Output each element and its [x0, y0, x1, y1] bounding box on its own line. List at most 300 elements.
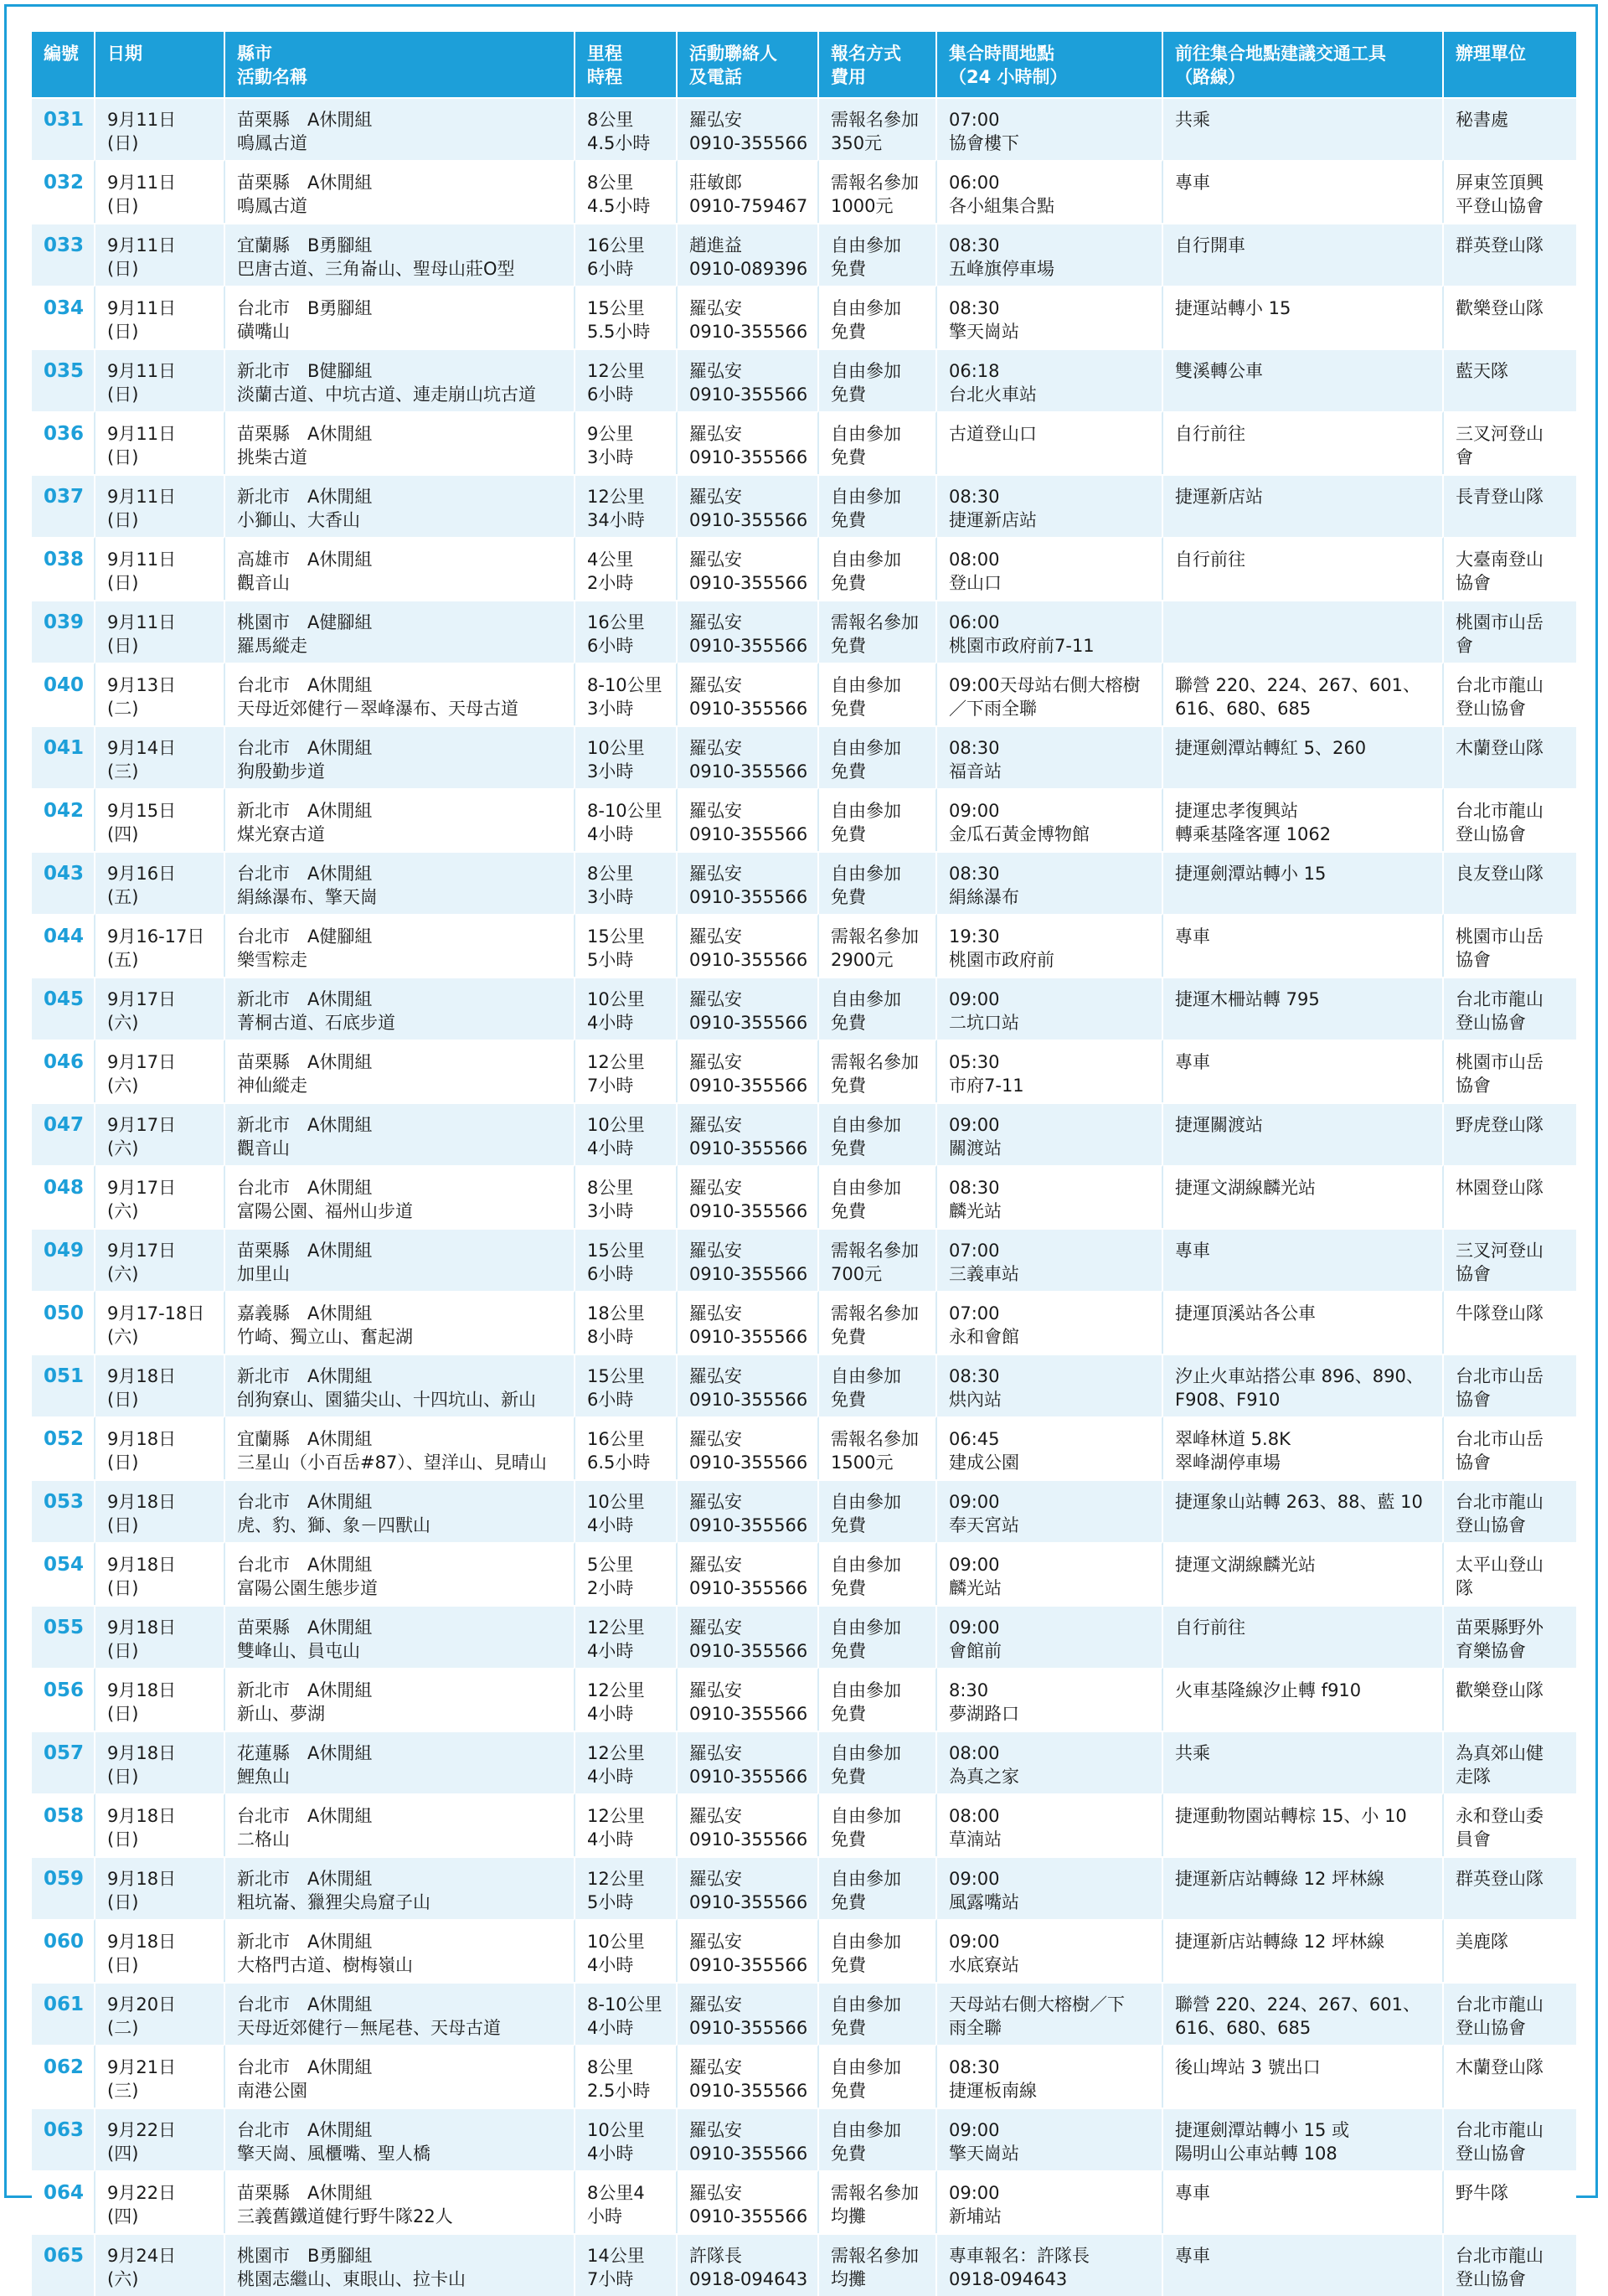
cell-line: 6小時 [587, 1390, 634, 1410]
city-activity-cell [225, 223, 575, 286]
cell-line: 09:00 [949, 989, 1000, 1009]
cell-line: 火車基隆線汐止轉 f910 [1175, 1680, 1362, 1700]
meeting-cell [937, 2170, 1163, 2233]
cell-line: 自由參加 [831, 2120, 901, 2140]
cell-line: 台北市 A休閒組 [237, 675, 373, 695]
cell-line: 自由參加 [831, 1994, 901, 2015]
cell-line: 鳴鳳古道 [237, 133, 307, 153]
table-row [32, 1291, 1576, 1354]
table-row [32, 1354, 1576, 1416]
cell-line: 09:00 [949, 801, 1000, 821]
table-row [32, 474, 1576, 537]
cell-line: 0910-355566 [689, 950, 808, 970]
cell-line: 05:30 [949, 1052, 1000, 1072]
cell-line: 12公里 [587, 1618, 645, 1638]
date-cell [95, 97, 225, 160]
cell-line: 自行前往 [1175, 549, 1245, 570]
meeting-cell [937, 1228, 1163, 1291]
cell-line: 長青登山隊 [1456, 487, 1544, 507]
table-row [32, 2045, 1576, 2108]
table-row [32, 1102, 1576, 1165]
cell-line: 免費 [831, 2081, 866, 2101]
transport-cell [1163, 725, 1444, 788]
cell-line: 苗栗縣 A休閒組 [237, 1241, 373, 1261]
cell-line: 雨全聯 [949, 2018, 1002, 2038]
cell-line: 4小時 [587, 1829, 634, 1850]
cell-line: 苗栗縣 A休閒組 [237, 1618, 373, 1638]
meeting-cell [937, 977, 1163, 1040]
cell-line: 羅弘安 [689, 926, 742, 947]
city-activity-cell [225, 1982, 575, 2045]
cell-line: 羅弘安 [689, 864, 742, 884]
city-activity-cell [225, 1479, 575, 1542]
transport-cell [1163, 286, 1444, 348]
contact-cell [678, 537, 819, 600]
meeting-cell [937, 1291, 1163, 1354]
activity-number-cell: 048 [32, 1165, 95, 1228]
transport-cell [1163, 2170, 1444, 2233]
table-row [32, 1731, 1576, 1793]
cell-line: 6小時 [587, 259, 634, 279]
cell-line: 616、680、685 [1175, 699, 1312, 719]
date-cell [95, 223, 225, 286]
cell-line: 9月11日 [107, 235, 177, 255]
cell-line: 免費 [831, 1390, 866, 1410]
city-activity-cell [225, 1856, 575, 1919]
cell-line: 富陽公園、福州山步道 [237, 1201, 413, 1221]
distance-duration-cell [575, 1040, 678, 1102]
cell-line: 為真郊山健 [1456, 1743, 1544, 1763]
signup-fee-cell [819, 160, 937, 223]
meeting-cell [937, 1793, 1163, 1856]
cell-line: 0910-355566 [689, 573, 808, 593]
contact-cell [678, 1542, 819, 1605]
col-distance-duration-header [575, 32, 678, 97]
meeting-cell [937, 1354, 1163, 1416]
distance-duration-cell [575, 2108, 678, 2170]
date-cell [95, 1856, 225, 1919]
cell-line: 09:00 [949, 1618, 1000, 1638]
cell-line: 0910-355566 [689, 133, 808, 153]
cell-line: 羅弘安 [689, 1366, 742, 1386]
table-row [32, 788, 1576, 851]
cell-line: 三義舊鐵道健行野牛隊22人 [237, 2206, 453, 2226]
cell-line: 4小時 [587, 2144, 634, 2164]
cell-line: 花蓮縣 A休閒組 [237, 1743, 373, 1763]
contact-cell [678, 2233, 819, 2296]
cell-line: ／下雨全聯 [949, 699, 1037, 719]
date-cell [95, 1479, 225, 1542]
cell-line: 8小時 [587, 1327, 634, 1347]
cell-line: 08:30 [949, 235, 1000, 255]
organizer-cell [1444, 1291, 1576, 1354]
cell-line: 永和會館 [949, 1327, 1019, 1347]
organizer-cell [1444, 2108, 1576, 2170]
cell-line: 免費 [831, 1641, 866, 1661]
cell-line: 免費 [831, 573, 866, 593]
cell-line: 4小時 [587, 824, 634, 844]
transport-cell [1163, 223, 1444, 286]
cell-line: 自由參加 [831, 487, 901, 507]
cell-line: 羅弘安 [689, 487, 742, 507]
cell-line: 擎天崗站 [949, 2144, 1019, 2164]
transport-cell [1163, 977, 1444, 1040]
cell-line: 1000元 [831, 196, 894, 216]
cell-line: 9月18日 [107, 1869, 177, 1889]
activity-number-cell: 051 [32, 1354, 95, 1416]
cell-line: 9月18日 [107, 1680, 177, 1700]
meeting-cell [937, 1416, 1163, 1479]
cell-line: 3小時 [587, 447, 634, 467]
distance-duration-cell [575, 1479, 678, 1542]
signup-fee-cell [819, 788, 937, 851]
cell-line: 0910-759467 [689, 196, 808, 216]
cell-line: 羅弘安 [689, 1303, 742, 1323]
cell-line: 聯營 220、224、267、601、 [1175, 1994, 1421, 2015]
distance-duration-cell [575, 1856, 678, 1919]
activity-number-cell: 037 [32, 474, 95, 537]
contact-cell [678, 1165, 819, 1228]
cell-line: 5小時 [587, 1892, 634, 1912]
cell-line: 免費 [831, 322, 866, 342]
cell-line: 需報名參加 [831, 1052, 919, 1072]
cell-line: 8公里 [587, 2057, 634, 2077]
cell-line: 8-10公里 [587, 675, 662, 695]
activity-number-cell: 035 [32, 348, 95, 411]
cell-line: 新北市 A休閒組 [237, 1869, 373, 1889]
cell-line: 0910-355566 [689, 887, 808, 907]
cell-line: 協會樓下 [949, 133, 1019, 153]
cell-line: 新北市 A休閒組 [237, 989, 373, 1009]
cell-line: 9月15日 [107, 801, 177, 821]
transport-cell [1163, 474, 1444, 537]
cell-line: 新埔站 [949, 2206, 1002, 2226]
contact-cell [678, 2170, 819, 2233]
cell-line: 捷運象山站轉 263、88、藍 10 [1175, 1492, 1423, 1512]
cell-line: 7小時 [587, 1076, 634, 1096]
organizer-cell [1444, 2045, 1576, 2108]
cell-line: (三) [107, 761, 139, 782]
cell-line: 協會 [1456, 1264, 1491, 1284]
cell-line: 免費 [831, 2018, 866, 2038]
cell-line: 捷運劍潭站轉紅 5、260 [1175, 738, 1367, 758]
activity-number-cell: 039 [32, 600, 95, 663]
cell-line: 天母近郊健行－翠峰瀑布、天母古道 [237, 699, 518, 719]
date-cell [95, 851, 225, 914]
cell-line: 登山口 [949, 573, 1002, 593]
cell-line: 自由參加 [831, 864, 901, 884]
cell-line: 08:00 [949, 549, 1000, 570]
signup-fee-cell [819, 1731, 937, 1793]
activity-number-cell: 055 [32, 1605, 95, 1668]
cell-line: 6小時 [587, 384, 634, 405]
cell-line: 小時 [587, 2206, 622, 2226]
cell-line: 員會 [1456, 1829, 1491, 1850]
city-activity-cell [225, 1605, 575, 1668]
cell-line: 自由參加 [831, 738, 901, 758]
distance-duration-cell [575, 537, 678, 600]
cell-line: 歡樂登山隊 [1456, 1680, 1544, 1700]
organizer-cell [1444, 1605, 1576, 1668]
city-activity-cell [225, 411, 575, 474]
cell-line: 捷運新店站轉綠 12 坪林線 [1175, 1932, 1385, 1952]
cell-line: 羅弘安 [689, 801, 742, 821]
cell-line: 宜蘭縣 A休閒組 [237, 1429, 373, 1449]
contact-cell [678, 411, 819, 474]
cell-line: (日) [107, 1767, 139, 1787]
contact-cell [678, 223, 819, 286]
activity-number-cell: 063 [32, 2108, 95, 2170]
cell-line: 9月21日 [107, 2057, 177, 2077]
cell-line: 自由參加 [831, 1806, 901, 1826]
col-date-header [95, 32, 225, 97]
cell-line: 羅弘安 [689, 110, 742, 130]
cell-line: 4小時 [587, 1767, 634, 1787]
cell-line: F908、F910 [1175, 1390, 1281, 1410]
cell-line: 挑柴古道 [237, 447, 307, 467]
cell-line: 18公里 [587, 1303, 645, 1323]
cell-line: 免費 [831, 1515, 866, 1535]
contact-cell [678, 1479, 819, 1542]
cell-line: 登山協會 [1456, 1515, 1526, 1535]
table-row [32, 977, 1576, 1040]
organizer-cell [1444, 474, 1576, 537]
cell-line: 4小時 [587, 1955, 634, 1975]
cell-line: 嘉義縣 A休閒組 [237, 1303, 373, 1323]
cell-line: 免費 [831, 636, 866, 656]
col-contact-header [678, 32, 819, 97]
distance-duration-cell [575, 1793, 678, 1856]
cell-line: (二) [107, 699, 139, 719]
cell-line: 自行開車 [1175, 235, 1245, 255]
cell-line: 8:30 [949, 1680, 989, 1700]
cell-line: 免費 [831, 1767, 866, 1787]
cell-line: 台北市 A休閒組 [237, 1994, 373, 2015]
cell-line: (日) [107, 259, 139, 279]
cell-line: 6小時 [587, 636, 634, 656]
meeting-cell [937, 851, 1163, 914]
cell-line: 08:30 [949, 2057, 1000, 2077]
city-activity-cell [225, 914, 575, 977]
header-line: 辦理單位 [1456, 44, 1526, 64]
cell-line: 自由參加 [831, 989, 901, 1009]
cell-line: 免費 [831, 1704, 866, 1724]
cell-line: 雙峰山、員屯山 [237, 1641, 360, 1661]
meeting-cell [937, 1668, 1163, 1731]
city-activity-cell [225, 474, 575, 537]
cell-line: 烘內站 [949, 1390, 1002, 1410]
cell-line: 需報名參加 [831, 612, 919, 632]
cell-line: 免費 [831, 447, 866, 467]
transport-cell [1163, 1856, 1444, 1919]
cell-line: 2.5小時 [587, 2081, 651, 2101]
activity-number-cell: 046 [32, 1040, 95, 1102]
cell-line: 南港公園 [237, 2081, 307, 2101]
meeting-cell [937, 1479, 1163, 1542]
cell-line: 羅弘安 [689, 1680, 742, 1700]
contact-cell [678, 1040, 819, 1102]
cell-line: 09:00 [949, 2183, 1000, 2203]
city-activity-cell [225, 97, 575, 160]
cell-line: 0910-355566 [689, 384, 808, 405]
contact-cell [678, 1731, 819, 1793]
cell-line: 桃園市政府前 [949, 950, 1054, 970]
cell-line: 07:00 [949, 110, 1000, 130]
cell-line: (日) [107, 573, 139, 593]
distance-duration-cell [575, 914, 678, 977]
city-activity-cell [225, 1668, 575, 1731]
contact-cell [678, 2108, 819, 2170]
signup-fee-cell [819, 286, 937, 348]
cell-line: 群英登山隊 [1456, 1869, 1544, 1889]
cell-line: 2小時 [587, 573, 634, 593]
cell-line: 4.5小時 [587, 133, 651, 153]
signup-fee-cell [819, 1165, 937, 1228]
signup-fee-cell [819, 851, 937, 914]
distance-duration-cell [575, 1919, 678, 1982]
cell-line: 免費 [831, 761, 866, 782]
signup-fee-cell [819, 411, 937, 474]
table-row [32, 1856, 1576, 1919]
cell-line: 免費 [831, 1013, 866, 1033]
cell-line: 2900元 [831, 950, 894, 970]
contact-cell [678, 348, 819, 411]
cell-line: 桃園市山岳 [1456, 926, 1544, 947]
cell-line: (日) [107, 1955, 139, 1975]
cell-line: 0910-355566 [689, 1138, 808, 1158]
cell-line: 12公里 [587, 1806, 645, 1826]
transport-cell [1163, 1668, 1444, 1731]
cell-line: 10公里 [587, 1115, 645, 1135]
cell-line: (六) [107, 1264, 139, 1284]
city-activity-cell [225, 348, 575, 411]
cell-line: (日) [107, 636, 139, 656]
table-row [32, 97, 1576, 160]
cell-line: 台北市龍山 [1456, 989, 1544, 1009]
cell-line: 0910-355566 [689, 1076, 808, 1096]
cell-line: 9月17日 [107, 1115, 177, 1135]
activity-number-cell: 064 [32, 2170, 95, 2233]
cell-line: 09:00 [949, 1492, 1000, 1512]
header-line: 活動名稱 [237, 67, 307, 87]
cell-line: (日) [107, 1704, 139, 1724]
activity-number-cell: 036 [32, 411, 95, 474]
cell-line: 自由參加 [831, 1555, 901, 1575]
cell-line: 夢湖路口 [949, 1704, 1019, 1724]
activity-number-cell: 032 [32, 160, 95, 223]
date-cell [95, 1668, 225, 1731]
meeting-cell [937, 160, 1163, 223]
header-line: 編號 [44, 44, 79, 64]
cell-line: 免費 [831, 259, 866, 279]
cell-line: (六) [107, 2269, 139, 2289]
table-row [32, 663, 1576, 725]
cell-line: 免費 [831, 699, 866, 719]
meeting-cell [937, 537, 1163, 600]
cell-line: 羅弘安 [689, 1618, 742, 1638]
cell-line: 15公里 [587, 1366, 645, 1386]
meeting-cell [937, 1982, 1163, 2045]
contact-cell [678, 1793, 819, 1856]
date-cell [95, 411, 225, 474]
activity-number-cell: 040 [32, 663, 95, 725]
cell-line: 台北市 A休閒組 [237, 1178, 373, 1198]
cell-line: 捷運頂溪站各公車 [1175, 1303, 1316, 1323]
table-row [32, 2233, 1576, 2296]
cell-line: 1500元 [831, 1452, 894, 1473]
cell-line: 14公里 [587, 2246, 645, 2266]
cell-line: 9月11日 [107, 173, 177, 193]
date-cell [95, 1731, 225, 1793]
cell-line: 鯉魚山 [237, 1767, 290, 1787]
city-activity-cell [225, 2045, 575, 2108]
cell-line: 絹絲瀑布 [949, 887, 1019, 907]
date-cell [95, 2233, 225, 2296]
date-cell [95, 1165, 225, 1228]
signup-fee-cell [819, 1416, 937, 1479]
cell-line: 專車 [1175, 926, 1210, 947]
cell-line: 0910-355566 [689, 1201, 808, 1221]
activity-number-cell: 031 [32, 97, 95, 160]
cell-line: 需報名參加 [831, 1241, 919, 1261]
meeting-cell [937, 2045, 1163, 2108]
cell-line: 3小時 [587, 887, 634, 907]
distance-duration-cell [575, 977, 678, 1040]
meeting-cell [937, 1731, 1163, 1793]
cell-line: (六) [107, 1138, 139, 1158]
cell-line: 陽明山公車站轉 108 [1175, 2144, 1337, 2164]
city-activity-cell [225, 1731, 575, 1793]
signup-fee-cell [819, 1291, 937, 1354]
cell-line: 0910-355566 [689, 322, 808, 342]
cell-line: 小獅山、大香山 [237, 510, 360, 530]
city-activity-cell [225, 1040, 575, 1102]
cell-line: 12公里 [587, 1869, 645, 1889]
date-cell [95, 2045, 225, 2108]
cell-line: 歡樂登山隊 [1456, 298, 1544, 318]
table-row [32, 1919, 1576, 1982]
cell-line: (六) [107, 1201, 139, 1221]
cell-line: 捷運忠孝復興站 [1175, 801, 1298, 821]
meeting-cell [937, 1605, 1163, 1668]
cell-line: 9月18日 [107, 1429, 177, 1449]
date-cell [95, 537, 225, 600]
cell-line: 建成公園 [949, 1452, 1019, 1473]
meeting-cell [937, 788, 1163, 851]
cell-line: 翠峰湖停車場 [1175, 1452, 1281, 1473]
cell-line: 0910-355566 [689, 636, 808, 656]
cell-line: 0910-355566 [689, 2018, 808, 2038]
date-cell [95, 788, 225, 851]
city-activity-cell [225, 788, 575, 851]
distance-duration-cell [575, 1165, 678, 1228]
cell-line: 登山協會 [1456, 2018, 1526, 2038]
cell-line: 富陽公園生態步道 [237, 1578, 378, 1598]
cell-line: 自由參加 [831, 424, 901, 444]
organizer-cell [1444, 537, 1576, 600]
distance-duration-cell [575, 600, 678, 663]
contact-cell [678, 1856, 819, 1919]
table-row [32, 223, 1576, 286]
contact-cell [678, 1919, 819, 1982]
city-activity-cell [225, 1291, 575, 1354]
organizer-cell [1444, 286, 1576, 348]
col-number-header [32, 32, 95, 97]
table-row [32, 348, 1576, 411]
cell-line: 羅弘安 [689, 612, 742, 632]
cell-line: 奉天宮站 [949, 1515, 1019, 1535]
cell-line: 9月18日 [107, 1806, 177, 1826]
